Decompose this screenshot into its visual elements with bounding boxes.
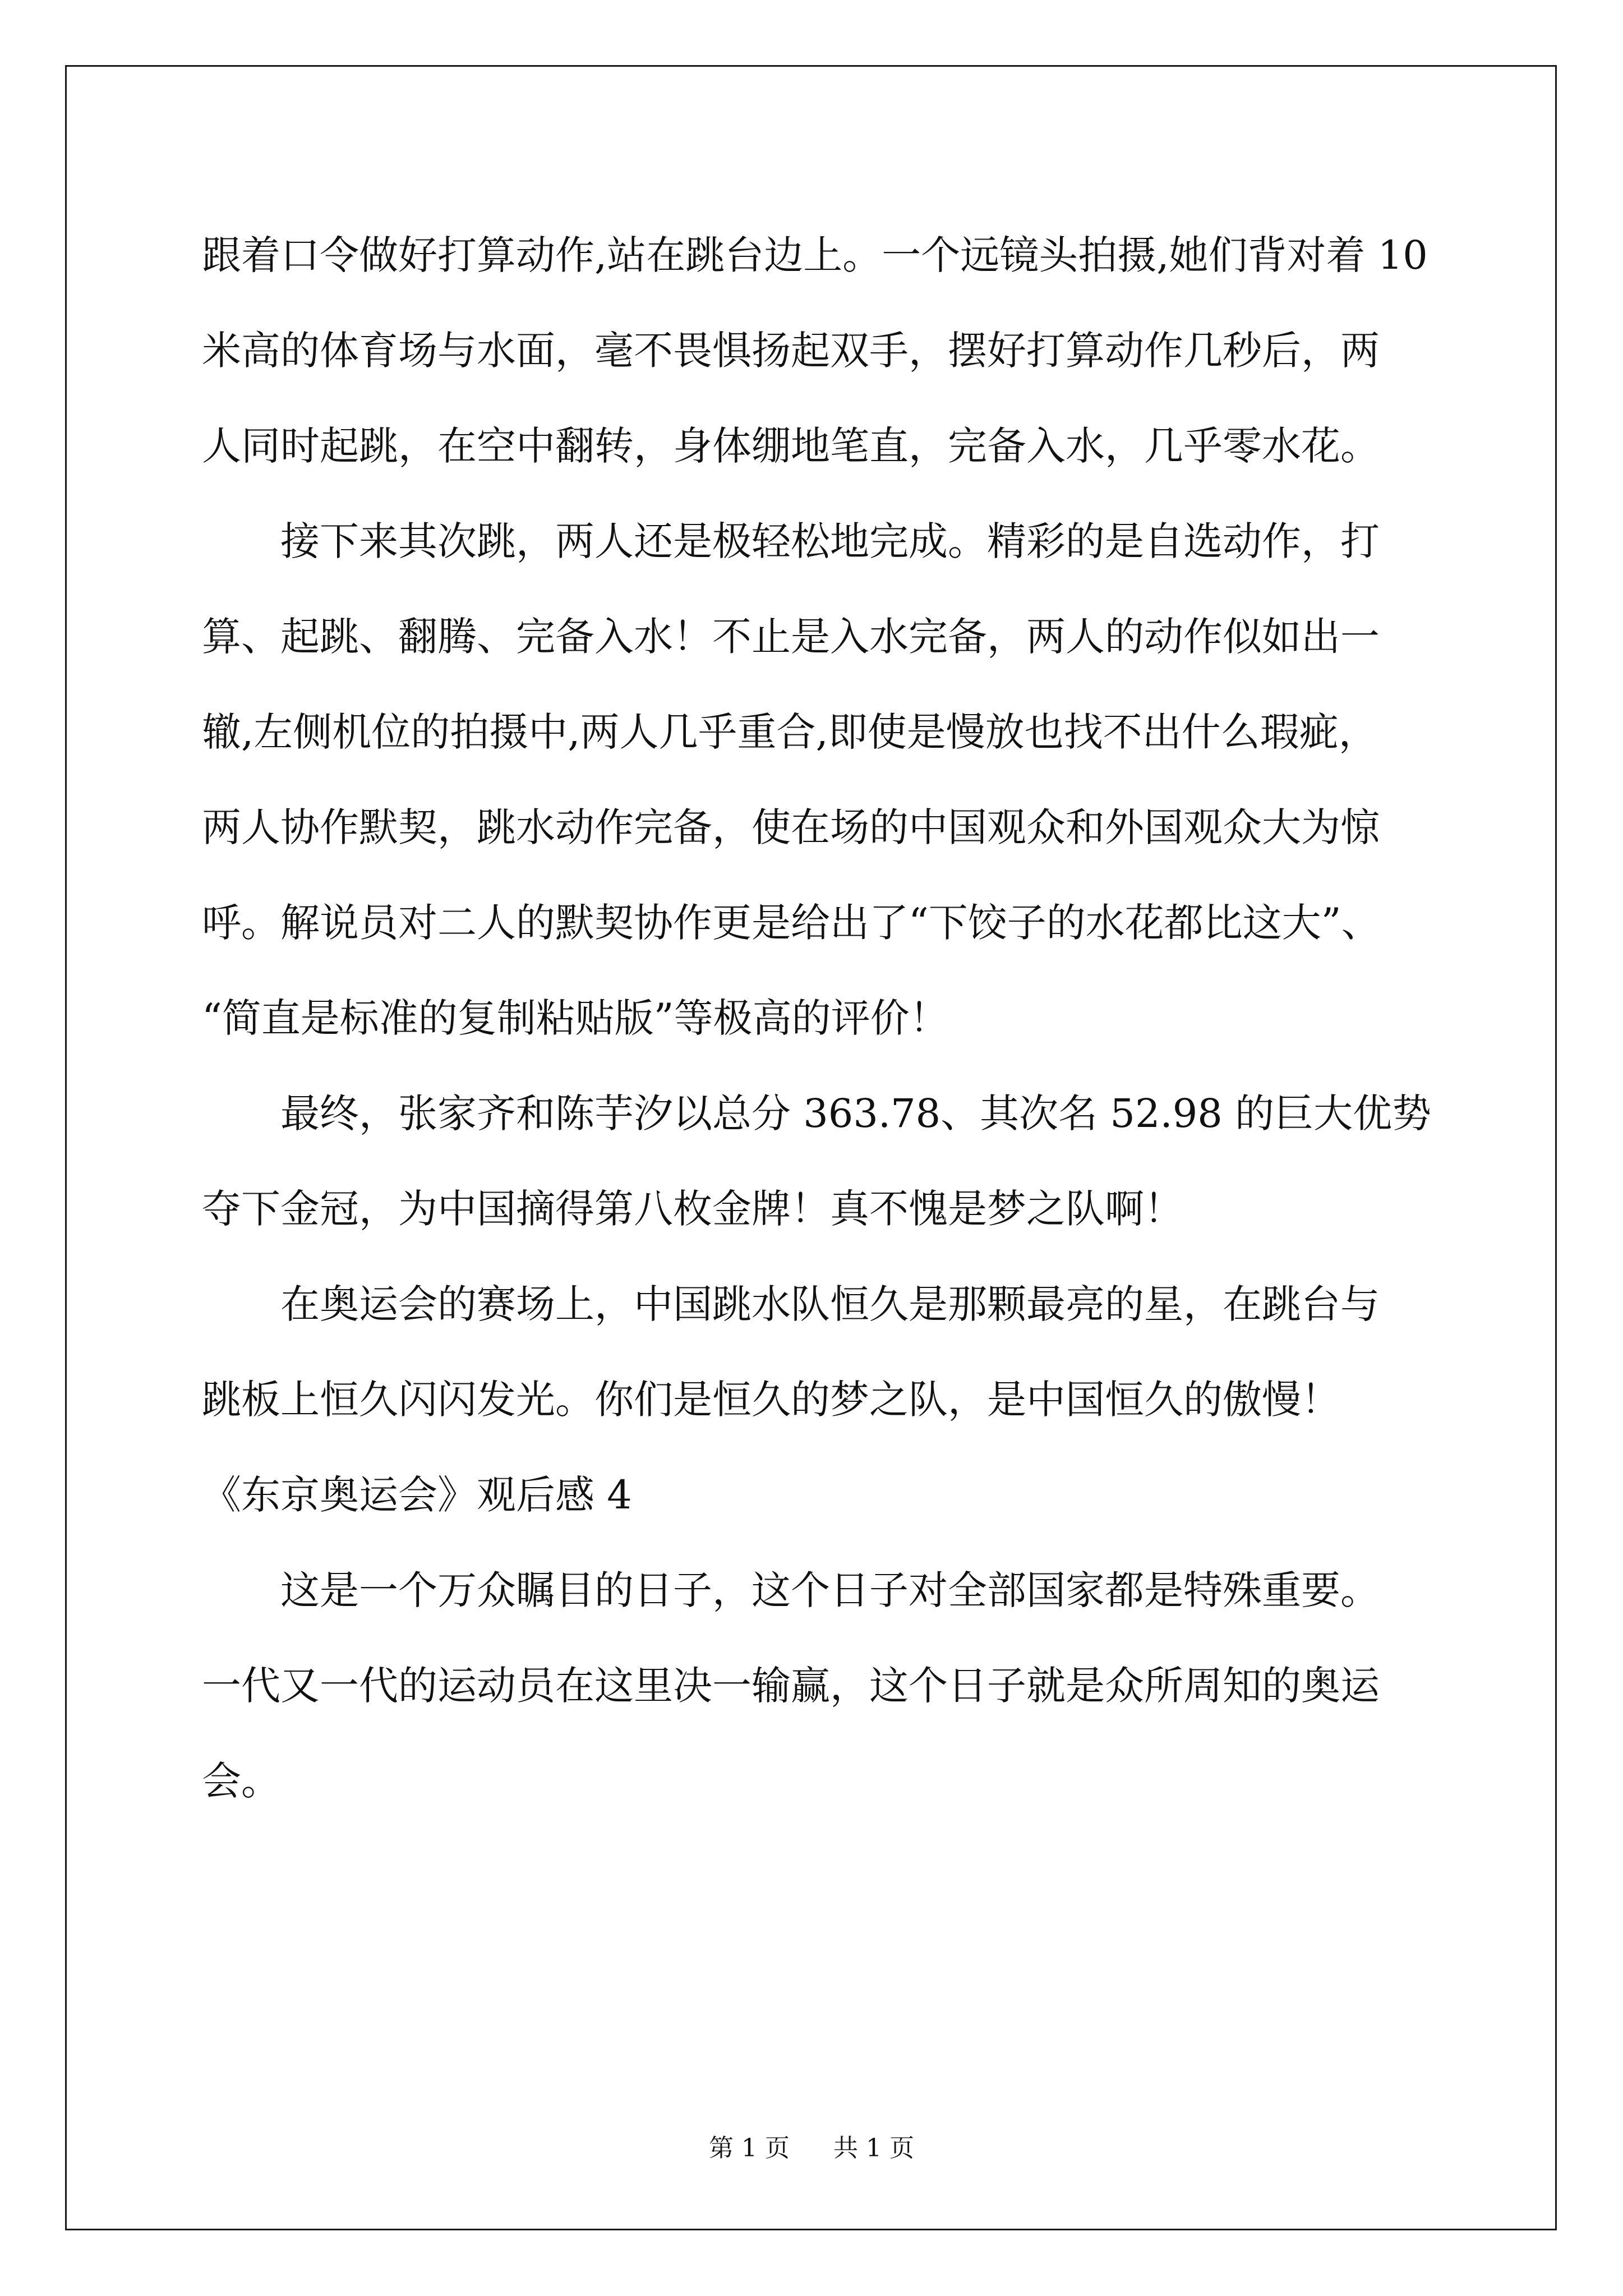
page-number: 第 1 页 (709, 2134, 790, 2162)
text-line: 米高的体育场与水面，毫不畏惧扬起双手，摆好打算动作几秒后，两 (202, 328, 1380, 374)
section-heading: 《东京奥运会》观后感 4 (202, 1472, 632, 1518)
page-footer (0, 2132, 1623, 2165)
text-line: 人同时起跳，在空中翻转，身体绷地笔直，完备入水，几乎零水花。 (202, 423, 1380, 469)
text-line: 这是一个万众瞩目的日子，这个日子对全部国家都是特殊重要。 (280, 1567, 1380, 1613)
text-line: 在奥运会的赛场上，中国跳水队恒久是那颗最亮的星，在跳台与 (280, 1281, 1380, 1327)
text-line: 夺下金冠，为中国摘得第八枚金牌！真不愧是梦之队啊！ (202, 1186, 1183, 1232)
text-line: 算、起跳、翻腾、完备入水！不止是入水完备，两人的动作似如出一 (202, 614, 1380, 660)
text-line: 最终，张家齐和陈芋汐以总分 363.78、其次名 52.98 的巨大优势 (280, 1091, 1432, 1137)
text-line: 辙,左侧机位的拍摄中,两人几乎重合,即使是慢放也找不出什么瑕疵， (202, 709, 1378, 755)
text-line: 跳板上恒久闪闪发光。你们是恒久的梦之队，是中国恒久的傲慢！ (202, 1377, 1340, 1423)
text-line: 两人协作默契，跳水动作完备，使在场的中国观众和外国观众大为惊 (202, 804, 1380, 850)
text-line: 接下来其次跳，两人还是极轻松地完成。精彩的是自选动作，打 (280, 518, 1380, 564)
text-line: 一代又一代的运动员在这里决一输赢，这个日子就是众所周知的奥运 (202, 1663, 1380, 1709)
document-body (202, 208, 1436, 1829)
text-line: 呼。解说员对二人的默契协作更是给出了“下饺子的水花都比这大”、 (202, 900, 1381, 946)
text-line: “简直是标准的复制粘贴版”等极高的评价！ (202, 995, 949, 1041)
page-total: 共 1 页 (833, 2134, 914, 2162)
text-line: 会。 (202, 1758, 280, 1804)
text-line: 跟着口令做好打算动作,站在跳台边上。一个远镜头拍摄,她们背对着 10 (202, 232, 1428, 278)
